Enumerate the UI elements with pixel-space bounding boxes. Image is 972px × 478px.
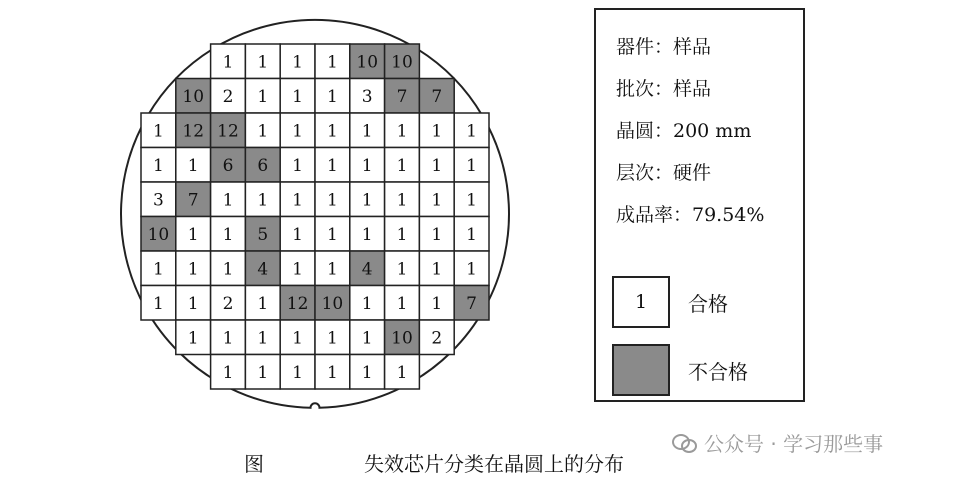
die-label: 2 xyxy=(431,328,443,349)
die-label: 4 xyxy=(361,259,373,280)
die-label: 1 xyxy=(361,155,373,176)
die-label: 1 xyxy=(326,52,338,73)
die-label: 10 xyxy=(321,293,344,314)
die-label: 1 xyxy=(361,362,373,383)
die-label: 1 xyxy=(187,224,199,245)
die-label: 1 xyxy=(257,190,269,211)
die-label: 1 xyxy=(396,155,408,176)
die-label: 1 xyxy=(292,86,304,107)
die-label: 10 xyxy=(356,52,379,73)
die-label: 1 xyxy=(222,362,234,383)
die-label: 12 xyxy=(182,121,205,142)
die-label: 1 xyxy=(222,328,234,349)
die-label: 1 xyxy=(466,224,478,245)
die-label: 1 xyxy=(292,190,304,211)
die-label: 2 xyxy=(222,86,234,107)
die-label: 1 xyxy=(292,328,304,349)
watermark-text: 公众号 · 学习那些事 xyxy=(704,432,884,456)
die-label: 4 xyxy=(257,259,269,280)
info-panel xyxy=(594,8,805,402)
die-label: 1 xyxy=(431,224,443,245)
watermark xyxy=(672,428,883,457)
die-label: 1 xyxy=(292,259,304,280)
wechat-icon xyxy=(672,434,698,452)
die-label: 1 xyxy=(396,293,408,314)
die-label: 1 xyxy=(152,259,164,280)
die-label: 1 xyxy=(431,121,443,142)
die-label: 1 xyxy=(431,259,443,280)
device-info: 器件：样品 xyxy=(616,36,712,58)
die-grid xyxy=(141,44,489,389)
die-label: 1 xyxy=(187,328,199,349)
figure-prefix: 图 xyxy=(244,452,264,476)
die-label: 1 xyxy=(222,259,234,280)
die-label: 1 xyxy=(396,190,408,211)
die-label: 10 xyxy=(147,224,170,245)
die-label: 1 xyxy=(257,52,269,73)
die-label: 1 xyxy=(152,155,164,176)
die-label: 1 xyxy=(396,259,408,280)
die-label: 1 xyxy=(361,190,373,211)
die-label: 12 xyxy=(217,121,239,142)
die-label: 7 xyxy=(396,86,408,107)
legend-pass-swatch xyxy=(612,276,670,328)
die-label: 1 xyxy=(326,224,338,245)
die-label: 1 xyxy=(326,86,338,107)
die-label: 1 xyxy=(292,121,304,142)
die-label: 1 xyxy=(466,190,478,211)
legend-pass-value: 1 xyxy=(634,291,648,313)
die-label: 1 xyxy=(257,121,269,142)
die-label: 1 xyxy=(326,328,338,349)
die-label: 1 xyxy=(222,190,234,211)
die-label: 1 xyxy=(361,293,373,314)
die-label: 1 xyxy=(326,121,338,142)
die-label: 1 xyxy=(361,224,373,245)
die-label: 1 xyxy=(326,259,338,280)
die-label: 1 xyxy=(292,155,304,176)
die-label: 1 xyxy=(292,224,304,245)
die-label: 10 xyxy=(182,86,205,107)
die-label: 1 xyxy=(257,293,269,314)
die-label: 1 xyxy=(326,155,338,176)
die-label: 1 xyxy=(152,293,164,314)
die-label: 1 xyxy=(466,155,478,176)
legend-fail-swatch xyxy=(612,344,670,396)
die-label: 7 xyxy=(187,190,199,211)
die-label: 1 xyxy=(431,155,443,176)
die-label: 1 xyxy=(257,362,269,383)
wafer-size-info: 晶圆：200 mm xyxy=(616,120,752,142)
die-label: 1 xyxy=(187,155,199,176)
die-label: 7 xyxy=(466,293,478,314)
die-label: 7 xyxy=(431,86,443,107)
die-label: 1 xyxy=(431,190,443,211)
die-label: 2 xyxy=(222,293,234,314)
die-label: 1 xyxy=(292,362,304,383)
die-label: 6 xyxy=(222,155,234,176)
die-label: 10 xyxy=(391,52,413,73)
die-label: 1 xyxy=(361,121,373,142)
die-label: 1 xyxy=(431,293,443,314)
die-label: 6 xyxy=(257,155,269,176)
die-label: 1 xyxy=(396,224,408,245)
die-label: 1 xyxy=(396,362,408,383)
legend-fail-label: 不合格 xyxy=(688,360,748,384)
die-label: 1 xyxy=(152,121,164,142)
batch-info: 批次：样品 xyxy=(616,78,712,100)
die-label: 1 xyxy=(222,224,234,245)
die-label: 1 xyxy=(326,362,338,383)
die-label: 1 xyxy=(187,259,199,280)
die-label: 3 xyxy=(361,86,373,107)
die-label: 5 xyxy=(257,224,269,245)
die-label: 1 xyxy=(466,259,478,280)
level-info: 层次：硬件 xyxy=(616,162,712,184)
yield-info: 成品率：79.54% xyxy=(616,204,765,226)
die-label: 1 xyxy=(396,121,408,142)
die-label: 1 xyxy=(257,328,269,349)
die-label: 1 xyxy=(361,328,373,349)
legend-pass-label: 合格 xyxy=(688,292,728,316)
die-label: 1 xyxy=(326,190,338,211)
die-label: 1 xyxy=(222,52,234,73)
figure-caption: 失效芯片分类在晶圆上的分布 xyxy=(364,452,624,476)
die-label: 12 xyxy=(286,293,309,314)
die-label: 10 xyxy=(391,328,413,349)
die-label: 3 xyxy=(152,190,164,211)
die-label: 1 xyxy=(187,293,199,314)
die-label: 1 xyxy=(292,52,304,73)
die-label: 1 xyxy=(257,86,269,107)
die-label: 1 xyxy=(466,121,478,142)
